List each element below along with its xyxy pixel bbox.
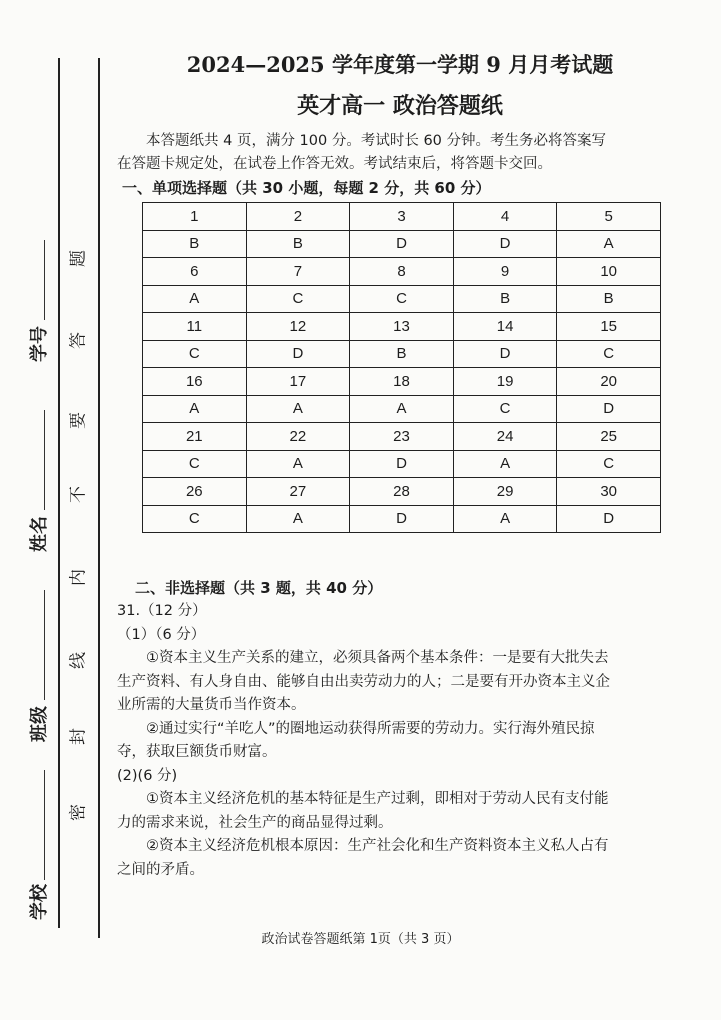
question-number-row bbox=[143, 423, 661, 451]
question-number-cell: 27 bbox=[246, 478, 350, 506]
answer-cell: B bbox=[246, 230, 350, 258]
question-number-cell: 17 bbox=[246, 368, 350, 396]
binding-line-outer bbox=[58, 58, 60, 928]
exam-title: 2024—2025 学年度第一学期 9 月月考试题 bbox=[186, 52, 614, 77]
answer-cell: C bbox=[557, 450, 661, 478]
part-2-label: (2)(6 分) bbox=[117, 767, 178, 784]
question-number-cell: 3 bbox=[350, 203, 454, 231]
question-number-cell: 15 bbox=[557, 313, 661, 341]
class-blank[interactable] bbox=[44, 590, 45, 700]
answer-cell: D bbox=[453, 340, 557, 368]
answer-cell: A bbox=[453, 450, 557, 478]
page-footer: 政治试卷答题纸第 1页（共 3 页） bbox=[261, 932, 460, 947]
answer-cell: A bbox=[143, 395, 247, 423]
question-number-cell: 4 bbox=[453, 203, 557, 231]
answer-cell: D bbox=[557, 505, 661, 533]
answer-cell: A bbox=[246, 395, 350, 423]
question-number-cell: 8 bbox=[350, 258, 454, 286]
question-number-cell: 28 bbox=[350, 478, 454, 506]
answer-cell: D bbox=[350, 230, 454, 258]
seal-char: 线 bbox=[68, 652, 89, 669]
answer-row bbox=[143, 450, 661, 478]
seal-char: 内 bbox=[68, 569, 89, 586]
answer-row bbox=[143, 340, 661, 368]
question-number-row bbox=[143, 368, 661, 396]
binding-line-inner bbox=[98, 58, 100, 938]
id-blank[interactable] bbox=[44, 240, 45, 320]
answer-cell: A bbox=[557, 230, 661, 258]
exam-subtitle: 英才高一 政治答题纸 bbox=[297, 93, 503, 119]
question-number-cell: 14 bbox=[453, 313, 557, 341]
answer-cell: B bbox=[453, 285, 557, 313]
question-number-cell: 19 bbox=[453, 368, 557, 396]
school-blank[interactable] bbox=[44, 770, 45, 880]
instructions: 本答题纸共 4 页，满分 100 分。考试时长 60 分钟。考生务必将答案写在答题卡规定处，在试卷上作答无效。考试结束后，将答题卡交回。 bbox=[117, 133, 607, 172]
question-number-cell: 7 bbox=[246, 258, 350, 286]
question-number-cell: 21 bbox=[143, 423, 247, 451]
question-number-cell: 1 bbox=[143, 203, 247, 231]
seal-char: 要 bbox=[68, 412, 89, 429]
question-number-cell: 2 bbox=[246, 203, 350, 231]
section2-body bbox=[117, 600, 617, 882]
answer-cell: C bbox=[246, 285, 350, 313]
question-31-label: 31.（12 分） bbox=[117, 603, 207, 619]
name-blank[interactable] bbox=[44, 410, 45, 510]
question-number-cell: 9 bbox=[453, 258, 557, 286]
answer-1b: ②通过实行“羊吃人”的圈地运动获得所需要的劳动力。实行海外殖民掠夺，获取巨额货币财富。 bbox=[117, 720, 595, 760]
answer-cell: D bbox=[350, 505, 454, 533]
question-number-row bbox=[143, 478, 661, 506]
answer-cell: C bbox=[350, 285, 454, 313]
seal-char: 密 bbox=[68, 804, 89, 821]
answer-cell: B bbox=[557, 285, 661, 313]
answer-cell: B bbox=[350, 340, 454, 368]
answer-cell: B bbox=[143, 230, 247, 258]
answer-cell: A bbox=[143, 285, 247, 313]
question-number-cell: 13 bbox=[350, 313, 454, 341]
question-number-cell: 18 bbox=[350, 368, 454, 396]
question-number-cell: 26 bbox=[143, 478, 247, 506]
answer-cell: D bbox=[557, 395, 661, 423]
answer-cell: C bbox=[143, 450, 247, 478]
answer-cell: C bbox=[143, 505, 247, 533]
seal-char: 答 bbox=[68, 332, 89, 349]
answer-cell: A bbox=[453, 505, 557, 533]
school-label: 学校 bbox=[29, 884, 50, 920]
section1-heading: 一、单项选择题（共 30 小题，每题 2 分，共 60 分） bbox=[122, 179, 491, 197]
answer-table bbox=[142, 202, 661, 533]
question-number-cell: 16 bbox=[143, 368, 247, 396]
part-1-label: （1）（6 分） bbox=[117, 626, 206, 643]
section2-heading: 二、非选择题（共 3 题，共 40 分） bbox=[135, 579, 383, 597]
question-number-cell: 22 bbox=[246, 423, 350, 451]
answer-cell: C bbox=[453, 395, 557, 423]
answer-cell: A bbox=[350, 395, 454, 423]
question-number-cell: 30 bbox=[557, 478, 661, 506]
answer-2a: ①资本主义经济危机的基本特征是生产过剩，即相对于劳动人民有支付能力的需求来说，社会生产的商品显得过剩。 bbox=[117, 791, 609, 831]
question-number-cell: 5 bbox=[557, 203, 661, 231]
answer-cell: A bbox=[246, 450, 350, 478]
answer-cell: D bbox=[350, 450, 454, 478]
answer-row bbox=[143, 230, 661, 258]
id-label: 学号 bbox=[29, 326, 50, 362]
answer-cell: D bbox=[453, 230, 557, 258]
answer-2b: ②资本主义经济危机根本原因：生产社会化和生产资料资本主义私人占有之间的矛盾。 bbox=[117, 838, 609, 878]
answer-row bbox=[143, 505, 661, 533]
question-number-cell: 20 bbox=[557, 368, 661, 396]
question-number-row bbox=[143, 203, 661, 231]
question-number-cell: 25 bbox=[557, 423, 661, 451]
class-label: 班级 bbox=[29, 706, 50, 742]
answer-cell: C bbox=[143, 340, 247, 368]
answer-cell: D bbox=[246, 340, 350, 368]
question-number-cell: 6 bbox=[143, 258, 247, 286]
question-number-cell: 29 bbox=[453, 478, 557, 506]
seal-char: 封 bbox=[68, 728, 89, 745]
question-number-row bbox=[143, 258, 661, 286]
question-number-row bbox=[143, 313, 661, 341]
answer-row bbox=[143, 285, 661, 313]
question-number-cell: 12 bbox=[246, 313, 350, 341]
answer-cell: A bbox=[246, 505, 350, 533]
question-number-cell: 23 bbox=[350, 423, 454, 451]
answer-1a: ①资本主义生产关系的建立，必须具备两个基本条件：一是要有大批失去生产资料、有人身自由、能够自由出卖劳动力的人；二是要有开办资本主义企业所需的大量货币当作资本。 bbox=[117, 650, 610, 713]
question-number-cell: 24 bbox=[453, 423, 557, 451]
seal-char: 题 bbox=[68, 250, 89, 267]
answer-row bbox=[143, 395, 661, 423]
seal-char: 不 bbox=[68, 486, 89, 503]
question-number-cell: 10 bbox=[557, 258, 661, 286]
answer-cell: C bbox=[557, 340, 661, 368]
question-number-cell: 11 bbox=[143, 313, 247, 341]
name-label: 姓名 bbox=[29, 516, 50, 552]
